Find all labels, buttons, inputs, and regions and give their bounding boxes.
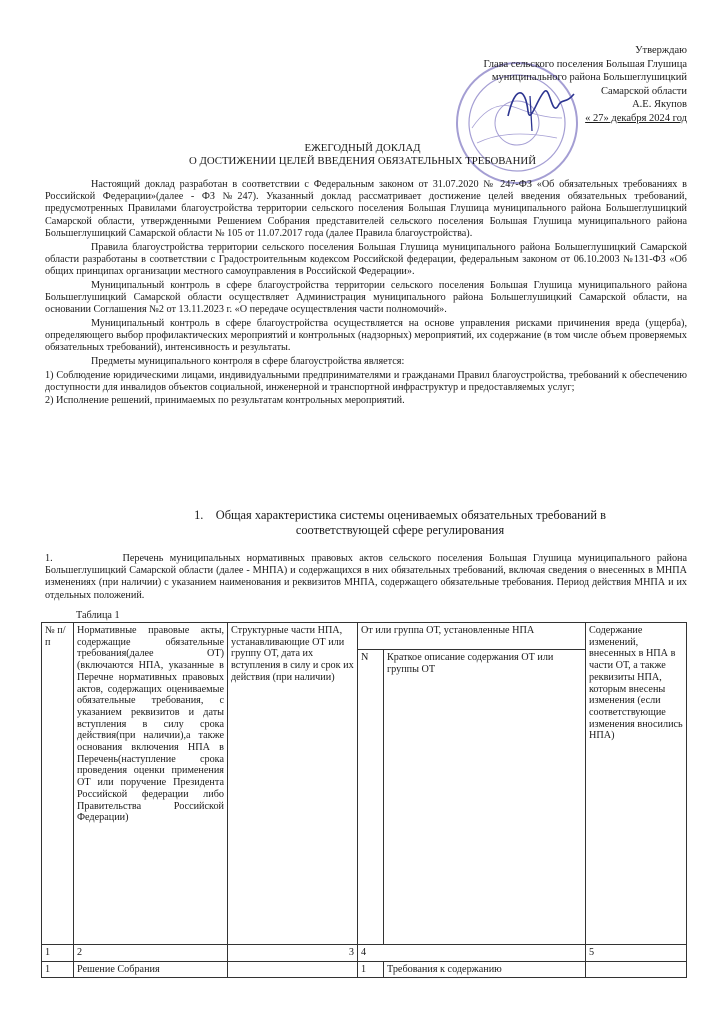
table-cell: Решение Собрания [74,961,228,978]
table-index-row [42,945,687,962]
requirements-table [41,622,687,978]
approval-line: Утверждаю [635,45,687,56]
paragraph: Правила благоустройства территории сельского поселения Большая Глушица муниципального района Большеглушицкий Самарской области разработаны в соответствии с Градостроительным кодексом Российской федерации, федеральным законом от 06.10.2003 №131-ФЗ «Об общих принципах организации местного самоуправления в Российской Федерации». [45,241,687,277]
list-item: 2) Исполнение решений, принимаемых по результатам контрольных мероприятий. [45,395,405,407]
table-cell: Требования к содержанию [384,961,586,978]
header-cell: N [358,650,384,945]
section-title: Общая характеристика системы оцениваемых обязательных требований в соответствующей сфере регулирования [215,508,606,537]
approval-line: Самарской области [601,85,687,97]
document-subtitle: О ДОСТИЖЕНИИ ЦЕЛЕЙ ВВЕДЕНИЯ ОБЯЗАТЕЛЬНЫХ ТРЕБОВАНИЙ [188,155,537,167]
paragraph: Муниципальный контроль в сфере благоустройства осуществляется на основе управления рисками причинения вреда (ущерба), определяющего выбор профилактических мероприятий и контрольных (надзорных) мероприятий, их содержание (в том числе объем проверяемых обязательных требований), интенсивность и результаты. [45,317,687,354]
table-cell: 5 [586,945,687,962]
section-number: 1. [194,508,204,522]
header-cell: Содержание изменений, внесенных в НПА в части ОТ, а также реквизиты НПА, которым внесены изменения (если соответствующие изменения вносились НПА) [586,623,687,945]
header-cell: Структурные части НПА, устанавливающие ОТ или группу ОТ, дата их вступления в силу и срок их действия (при наличии) [228,623,358,945]
table-cell: 1 [42,961,74,978]
approval-block [427,44,687,126]
section-heading [150,508,650,538]
table-cell: 4 [358,945,586,962]
table-caption: Таблица 1 [76,610,120,621]
header-cell: От или группа ОТ, установленные НПА [358,623,586,650]
table-cell [228,961,358,978]
approval-line: муниципального района Большеглушицкий [491,72,687,84]
list-text: Перечень муниципальных нормативных правовых актов сельского поселения Большая Глушица муниципального района Большеглушицкий Самарской области (далее - МНПА) и содержащихся в них обязательных требований, включая сведения о внесенных в МНПА изменениях (при наличии) с указанием наименования и реквизитов МНПА, содержащего обязательные требования. Период действия МНПА и их отдельных положений. [45,553,688,601]
table-cell: 2 [74,945,228,962]
table-row [42,961,687,978]
paragraph: Муниципальный контроль в сфере благоустройства территории сельского поселения Большая Глушица муниципального района Большеглушицкий Самарской области осуществляет Администрация муниципального района Большеглушицкий Самарской области, на основании Соглашения №2 от 13.11.2023 г. «О передаче осуществления части полномочий». [45,279,687,316]
numbered-paragraph [45,553,687,602]
header-cell: № п/п [42,623,74,945]
table-cell [586,961,687,978]
list-item: 1) Соблюдение юридическими лицами, индивидуальными предпринимателями и гражданами Правил благоустройства, требований к обеспечению доступности для инвалидов объектов социальной, инженерной и транспортной инфраструктур и предоставляемых услуг; [45,369,687,393]
approval-line: Глава сельского поселения Большая Глушица [483,58,687,70]
table-cell: 1 [358,961,384,978]
body-text [45,179,687,409]
table-header-row [42,623,687,650]
header-cell: Нормативные правовые акты, содержащие обязательные требования(далее ОТ)(включаются НПА, указанные в Перечне нормативных правовых актов, содержащих оцениваемые обязательные требования, с указанием реквизитов и даты вступления в силу срока действия(при наличии),а также основания включения НПА в Перечень(наступление срока проведения оценки применения ОТ или поручение Президента Российской федерации либо Правительства Российской Федерации) [74,623,228,945]
approval-date: « 27» декабря 2024 год [585,112,687,124]
paragraph: Настоящий доклад разработан в соответствии с Федеральным законом от 31.07.2020 № 247-ФЗ «Об обязательных требованиях в Российской Федерации»(далее - ФЗ №247). Указанный доклад рассматривает достижение целей введения обязательных требований, предусмотренных Правилами благоустройства территории сельского поселения Большая Глушица муниципального района Большеглушицкий Самарской области, утвержденными Решением Собрания представителей сельского поселения Большая Глушица муниципального района Большеглушицкий Самарской области № 105 от 11.07.2017 года (далее Правила благоустройства). [45,179,687,239]
paragraph: Предметы муниципального контроля в сфере благоустройства является: [91,355,405,367]
table-cell: 1 [42,945,74,962]
approval-line: А.Е. Якупов [632,99,687,111]
header-cell: Краткое описание содержания ОТ или группы ОТ [384,650,586,945]
document-title: ЕЖЕГОДНЫЙ ДОКЛАД [304,142,421,154]
table-cell: 3 [228,945,358,962]
list-number: 1. [45,553,53,564]
